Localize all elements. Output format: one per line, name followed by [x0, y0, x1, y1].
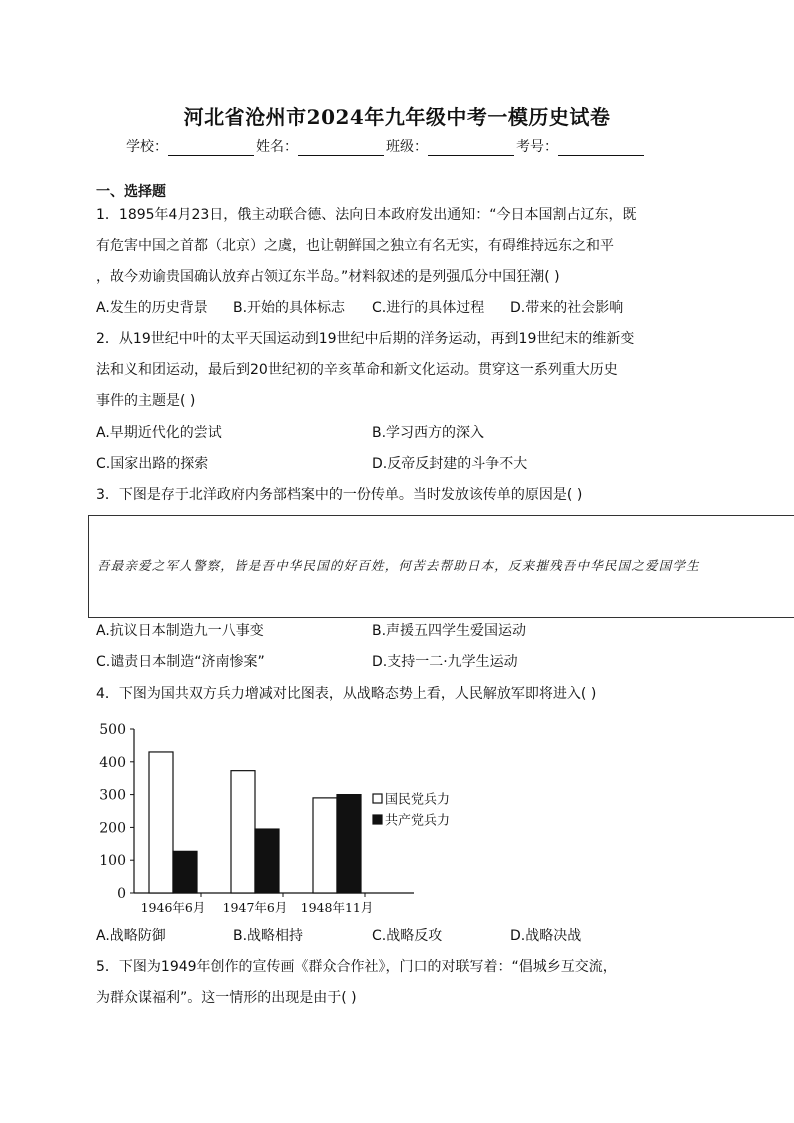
q2-option-d[interactable]: D.反帝反封建的斗争不大 [372, 456, 528, 472]
class-field[interactable] [428, 141, 514, 156]
legend-swatch [373, 794, 382, 803]
q3-option-c[interactable]: C.谴责日本制造“济南惨案” [96, 654, 265, 670]
number-label: 考号： [516, 139, 558, 155]
x-tick-label: 1948年11月 [300, 900, 374, 915]
name-field[interactable] [298, 141, 384, 156]
bar-cpc [173, 851, 197, 893]
q2-line-2: 法和义和团运动，最后到20世纪初的辛亥革命和新文化运动。贯穿这一系列重大历史 [96, 362, 618, 378]
q2-line-3: 事件的主题是( ) [96, 393, 196, 409]
q1-line-3: ，故今劝谕贵国确认放弃占领辽东半岛。”材料叙述的是列强瓜分中国狂潮( ) [96, 269, 560, 285]
q1-option-b[interactable]: B.开始的具体标志 [233, 300, 346, 316]
q5-line-1: 5．下图为1949年创作的宣传画《群众合作社》，门口的对联写着：“倡城乡互交流， [96, 959, 617, 975]
name-label: 姓名： [256, 139, 298, 155]
q2-option-b[interactable]: B.学习西方的深入 [372, 425, 485, 441]
bar-kmt [313, 798, 337, 893]
school-field[interactable] [168, 141, 254, 156]
q1-line-1: 1．1895年4月23日，俄主动联合德、法向日本政府发出通知：“今日本国割占辽东，既 [96, 207, 637, 223]
number-field[interactable] [558, 141, 644, 156]
y-tick-label: 0 [117, 886, 126, 902]
q4-line-1: 4．下图为国共双方兵力增减对比图表，从战略态势上看，人民解放军即将进入( ) [96, 686, 597, 702]
bar-cpc [337, 795, 361, 893]
y-tick-label: 400 [99, 754, 126, 771]
q1-option-d[interactable]: D.带来的社会影响 [510, 300, 624, 316]
q1-option-c[interactable]: C.进行的具体过程 [372, 300, 485, 316]
bar-kmt [149, 752, 173, 893]
q3-option-b[interactable]: B.声援五四学生爱国运动 [372, 623, 527, 639]
bar-kmt [231, 771, 255, 893]
x-tick-label: 1946年6月 [140, 900, 206, 915]
legend-swatch [373, 815, 382, 824]
q1-option-a[interactable]: A.发生的历史背景 [96, 300, 208, 316]
student-info-row [126, 136, 646, 156]
y-tick-label: 100 [99, 853, 126, 870]
y-tick-label: 500 [99, 722, 126, 738]
q3-line-1: 3．下图是存于北洋政府内务部档案中的一份传单。当时发放该传单的原因是( ) [96, 487, 583, 503]
q2-option-a[interactable]: A.早期近代化的尝试 [96, 425, 222, 441]
bar-cpc [255, 829, 279, 893]
q2-line-1: 2．从19世纪中叶的太平天国运动到19世纪中后期的洋务运动，再到19世纪末的维新变 [96, 331, 635, 347]
chart-svg [96, 712, 496, 917]
q4-option-c[interactable]: C.战略反攻 [372, 928, 443, 944]
legend-label: 共产党兵力 [385, 813, 451, 829]
q4-option-a[interactable]: A.战略防御 [96, 928, 166, 944]
q5-line-2: 为群众谋福利”。这一情形的出现是由于( ) [96, 990, 357, 1006]
y-tick-label: 300 [99, 787, 126, 804]
q4-option-d[interactable]: D.战略决战 [510, 928, 582, 944]
q1-line-2: 有危害中国之首都（北京）之虞，也让朝鲜国之独立有名无实，有碍维持远东之和平 [96, 238, 614, 254]
q2-option-c[interactable]: C.国家出路的探索 [96, 456, 209, 472]
q4-option-b[interactable]: B.战略相持 [233, 928, 304, 944]
legend-label: 国民党兵力 [385, 792, 451, 808]
class-label: 班级： [386, 139, 428, 155]
handbill-text: 吾最亲爱之军人警察，皆是吾中华民国的好百姓，何苦去帮助日本，反来摧残吾中华民国之爱国学生 [97, 558, 700, 573]
y-tick-label: 200 [99, 820, 126, 837]
section-heading: 一、选择题 [96, 184, 166, 200]
school-label: 学校： [126, 139, 168, 155]
x-tick-label: 1947年6月 [222, 900, 288, 915]
force-comparison-chart [96, 712, 496, 917]
handbill-image [88, 515, 794, 618]
q3-option-a[interactable]: A.抗议日本制造九一八事变 [96, 623, 264, 639]
page-title: 河北省沧州市2024年九年级中考一模历史试卷 [183, 105, 611, 129]
q3-option-d[interactable]: D.支持一二·九学生运动 [372, 654, 518, 670]
